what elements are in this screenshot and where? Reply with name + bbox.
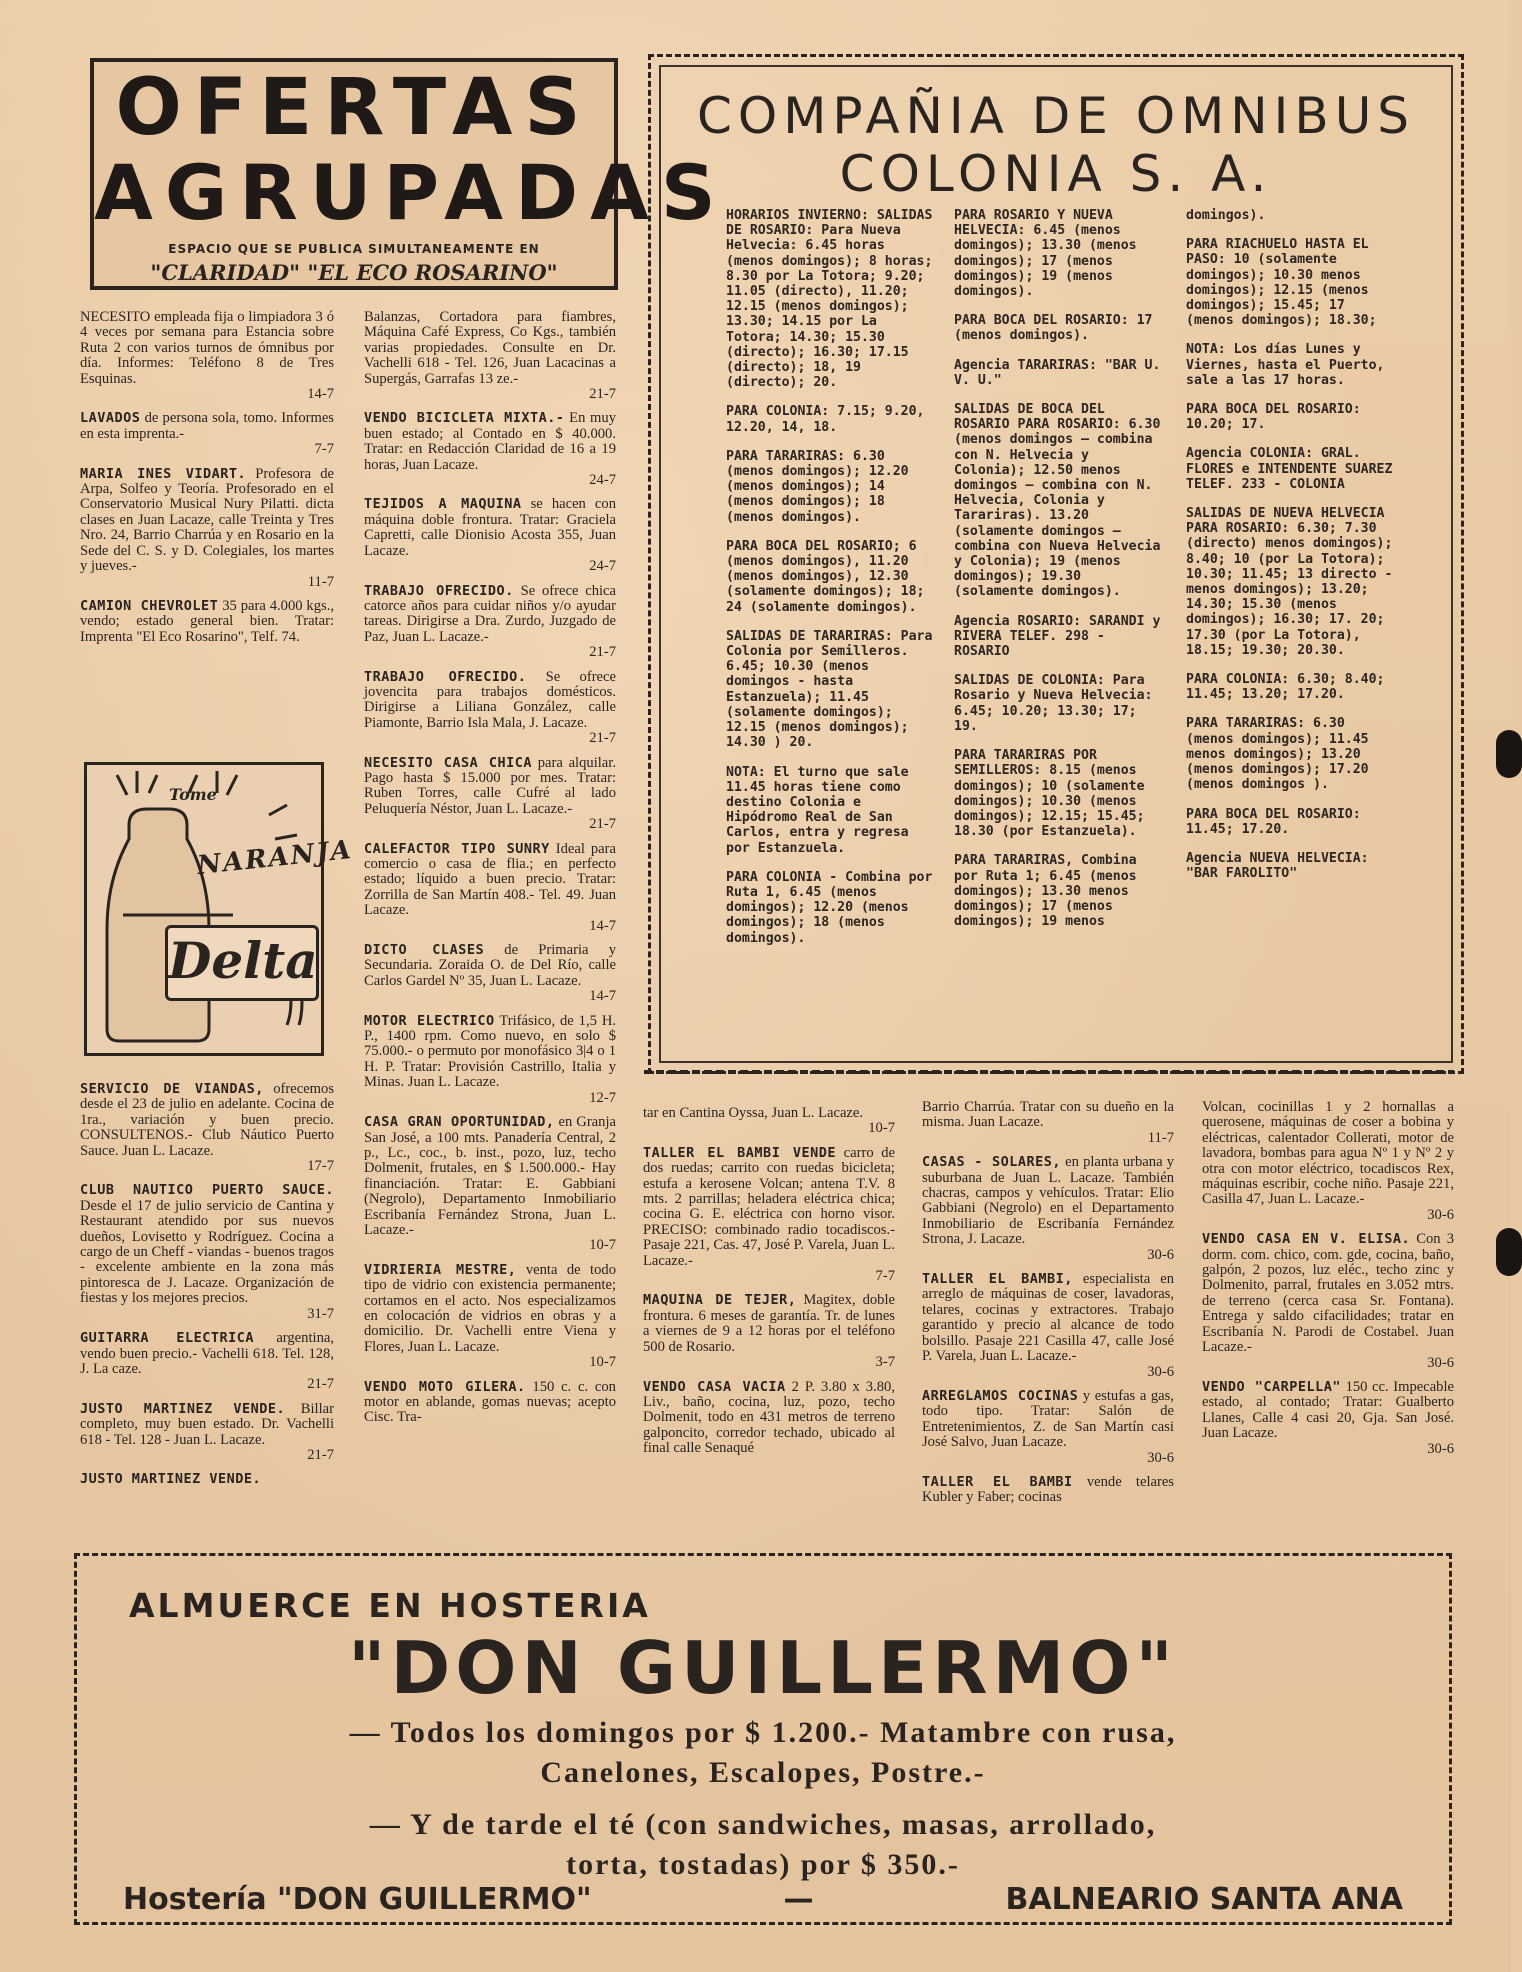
classified-ad bbox=[364, 943, 616, 1005]
classified-ad-code: 10-7 bbox=[589, 1237, 616, 1254]
classified-column-2 bbox=[364, 310, 616, 1435]
schedule-block: PARA TARARIRAS: 6.30 (menos domingos); 12.20 (menos domingos); 14 (menos domingos); 18 (menos domingos). bbox=[726, 448, 909, 525]
classified-ad-heading: NECESITO CASA CHICA bbox=[364, 754, 533, 771]
classified-ad-heading: GUITARRA ELECTRICA bbox=[80, 1330, 254, 1347]
classified-ad-code: 30-6 bbox=[1147, 1363, 1174, 1380]
classified-ad bbox=[364, 756, 616, 833]
schedule-block: HORARIOS INVIERNO: SALIDAS DE ROSARIO: Para Nueva Helvecia: 6.45 horas (menos domingos); 8 horas; 8.30 por La Totora; 9.20; 11.05 (directo), 11.20; 12.15 (menos domingos); 13.30; 14.15 por La Totora; 14.30; 15.30 (directo); 16.30; 17.15 (directo); 18, 19 (directo); 20. bbox=[726, 208, 933, 391]
classified-ad-code: 30-6 bbox=[1427, 1440, 1454, 1457]
classified-ad-text: Con 3 dorm. com. chico, com. gde, cocina, baño, galpón, 2 pozos, luz eléc., techo zinc y Dolmenito, parral, frutales en 3.052 mtrs. de terreno (cerca casa Sr. Fontana). Entrega y saldo cifacilidades; tratar en Escribanía N. Parodi de Costabel. Juan Lacaze.- bbox=[1202, 1231, 1454, 1356]
schedule-block: SALIDAS DE NUEVA HELVECIA PARA ROSARIO: 6.30; 7.30 (directo) menos domingos); 8.40; 10 (por La Totora); 10.30; 11.45; 13 directo - menos domingos); 13.20; 14.30; 15.30 (menos domingos); 16.30; 17. 20; 17.30 (por La Totora), 18.15; 19.30; 20.30. bbox=[1186, 506, 1393, 658]
classified-ad-text: tar en Cantina Oyssa, Juan L. Lacaze. bbox=[643, 1105, 864, 1121]
ofertas-title-line1: OFERTAS bbox=[115, 63, 593, 153]
classified-ad-text: se hacen con máquina doble frontura. Tratar: Graciela Capretti, calle Dionisio Acosta 355, Juan Lacaze. bbox=[364, 496, 616, 559]
classified-ad bbox=[364, 584, 616, 661]
hosteria-line3: — Todos los domingos por $ 1.200.- Matambre con rusa, bbox=[349, 1716, 1177, 1749]
classified-ad bbox=[1202, 1232, 1454, 1371]
classified-ad-text: Se ofrece jovencita para trabajos domésticos. Dirigirse a Liliana González, calle Piamonte, Barrio Isla Mala, J. Lacaze. bbox=[364, 668, 616, 731]
classified-ad bbox=[364, 1014, 616, 1106]
classified-ad-code: 21-7 bbox=[307, 1376, 334, 1393]
classified-ad bbox=[364, 670, 616, 747]
classified-ad-code: 30-6 bbox=[1427, 1354, 1454, 1371]
classified-ad-heading: CALEFACTOR TIPO SUNRY bbox=[364, 840, 550, 857]
classified-ad-text: vende telares Kubler y Faber; cocinas bbox=[922, 1473, 1174, 1506]
schedule-block: PARA ROSARIO Y NUEVA HELVECIA: 6.45 (menos domingos); 13.30 (menos domingos); 17 (menos domingos); 19 (menos domingos). bbox=[954, 208, 1137, 300]
classified-ad-heading: VENDO BICICLETA MIXTA.- bbox=[364, 410, 565, 427]
classified-ad bbox=[80, 1402, 334, 1464]
classified-ad-code: 30-6 bbox=[1147, 1246, 1174, 1263]
classified-ad-text: Desde el 17 de julio servicio de Cantina y Restaurant atendido por sus nuevos dueños, Lovisetto y Rodríguez. Cocina a cargo de un Cheff - viandas - buenos tragos - excelente ambiente en la zona más pintoresca de J. Lacaze. Organización de fiestas y los mejores precios. bbox=[80, 1197, 334, 1307]
classified-ad-code: 30-6 bbox=[1427, 1206, 1454, 1223]
classified-ad bbox=[922, 1272, 1174, 1380]
schedule-block: NOTA: El turno que sale 11.45 horas tiene como destino Colonia e Hipódromo Real de San Carlos, entra y regresa por Estanzuela. bbox=[726, 764, 909, 856]
classified-ad bbox=[80, 1082, 334, 1174]
schedule-block: PARA BOCA DEL ROSARIO: 17 (menos domingos). bbox=[954, 313, 1153, 344]
classified-ad-heading: CLUB NAUTICO PUERTO SAUCE. bbox=[80, 1182, 334, 1199]
schedule-block: PARA COLONIA - Combina por Ruta 1, 6.45 (menos domingos); 12.20 (menos domingos); 18 (menos domingos). bbox=[726, 869, 933, 946]
classified-ad-text: En muy buen estado; al Contado en $ 40.000. Tratar: en Redacción Claridad de 16 a 19 horas, Juan Lacaze. bbox=[364, 410, 616, 473]
classified-ad-text: en planta urbana y suburbana de Juan L. Lacaze. También chacras, campos y vehículos. Tratar: Elio Gabbiani (Negrolo) en el Departamento Inmobiliario de Escribanía Fernández Strona, J. Lacaze. bbox=[922, 1154, 1174, 1248]
classified-ad-heading: LAVADOS bbox=[80, 410, 141, 427]
omnibus-title-line2: COLONIA S. A. bbox=[839, 145, 1273, 203]
classified-ad bbox=[364, 497, 616, 574]
classified-ad-heading: CAMION CHEVROLET bbox=[80, 597, 219, 614]
classified-ad-heading: JUSTO MARTINEZ VENDE. bbox=[80, 1471, 262, 1488]
classified-ad-text: para alquilar. Pago hasta $ 15.000 por mes. Tratar: Ruben Torres, calle Cufré al lado Peluquería Néstor, Juan L. Lacaze.- bbox=[364, 754, 616, 817]
classified-ad bbox=[1202, 1380, 1454, 1457]
schedule-block: PARA TARARIRAS, Combina por Ruta 1; 6.45 (menos domingos); 13.30 menos domingos); 17 (menos domingos); 19 menos bbox=[954, 853, 1137, 930]
classified-ad bbox=[643, 1146, 895, 1285]
classified-ad bbox=[80, 411, 334, 457]
hosteria-line5: — Y de tarde el té (con sandwiches, masas, arrollado, bbox=[369, 1808, 1157, 1841]
hosteria-footer-right: BALNEARIO SANTA ANA bbox=[1005, 1882, 1403, 1917]
classified-ad-code: 14-7 bbox=[307, 386, 334, 403]
delta-tome-text: Tome bbox=[169, 785, 217, 804]
schedule-block: SALIDAS DE BOCA DEL ROSARIO PARA ROSARIO: 6.30 (menos domingos — combina con N. Helvecia y Colonia); 12.50 menos domingos — combina con N. Helvecia, Colonia y Tarariras). 13.20 (solamente domingos — combina con Nueva Helvecia y Colonia); 19 (menos domingos); 19.30 (solamente domingos). bbox=[954, 402, 1161, 600]
omnibus-column-b bbox=[954, 208, 1166, 943]
classified-ad-code: 10-7 bbox=[589, 1354, 616, 1371]
classified-ad-text: de persona sola, tomo. Informes en esta imprenta.- bbox=[80, 410, 334, 442]
classified-ad-text: ofrecemos desde el 23 de julio en adelante. Cocina de 1ra., variación y buen precio. CONSULTENOS.- Club Náutico Puerto Sauce. Juan L. Lacaze. bbox=[80, 1081, 334, 1159]
omnibus-column-c bbox=[1186, 208, 1398, 895]
classified-ad-text: argentina, vendo buen precio.- Vachelli 618. Tel. 128, J. La caze. bbox=[80, 1330, 334, 1377]
delta-brand-logo: Delta bbox=[165, 925, 319, 1001]
delta-naranja-ad bbox=[84, 762, 355, 1056]
classified-ad-code: 21-7 bbox=[589, 730, 616, 747]
classified-ad-heading: SERVICIO DE VIANDAS, bbox=[80, 1081, 264, 1097]
classified-ad-heading: VENDO CASA VACIA bbox=[643, 1378, 786, 1395]
hosteria-don-guillermo-ad bbox=[74, 1553, 1452, 1925]
classified-ad-heading: JUSTO MARTINEZ VENDE. bbox=[80, 1400, 286, 1417]
classified-ad-text: NECESITO empleada fija o limpiadora 3 ó 4 veces por semana para Estancia sobre Ruta 2 con varios turnos de ómnibus por día. Informes: Teléfono 8 de Tres Esquinas. bbox=[80, 309, 334, 387]
schedule-block: PARA BOCA DEL ROSARIO: 10.20; 17. bbox=[1186, 402, 1361, 433]
schedule-block: PARA COLONIA: 7.15; 9.20, 12.20, 14, 18. bbox=[726, 404, 925, 435]
schedule-block: PARA TARARIRAS: 6.30 (menos domingos); 11.45 menos domingos); 13.20 (menos domingos); 17.20 (menos domingos ). bbox=[1186, 716, 1369, 793]
classified-ad-text: Billar completo, muy buen estado. Dr. Vachelli 618 - Tel. 128 - Juan L. Lacaze. bbox=[80, 1400, 334, 1448]
classified-ad-heading: CASA GRAN OPORTUNIDAD, bbox=[364, 1114, 555, 1131]
binder-hole-icon bbox=[1496, 1228, 1522, 1276]
classified-ad-code: 21-7 bbox=[307, 1446, 334, 1463]
classified-ad-code: 30-6 bbox=[1147, 1449, 1174, 1466]
classified-ad bbox=[922, 1155, 1174, 1263]
classified-ad-heading: CASAS - SOLARES, bbox=[922, 1154, 1062, 1171]
classified-ad-code: 12-7 bbox=[589, 1089, 616, 1106]
schedule-block: PARA RIACHUELO HASTA EL PASO: 10 (solamente domingos); 10.30 menos domingos); 12.15 (menos domingos); 15.45; 17 (menos domingos); 18.30; bbox=[1186, 237, 1377, 329]
classified-ad-text: Balanzas, Cortadora para fiambres, Máquina Café Express, Co Kgs., también varias propiedades. Consulte en Dr. Vachelli 618 - Tel. 126, Juan Lacacinas a Supergás, Garrafas 13 ze.- bbox=[364, 309, 616, 387]
classified-ad bbox=[80, 1183, 334, 1322]
schedule-block: domingos). bbox=[1186, 208, 1266, 223]
divider-line bbox=[644, 1070, 1454, 1074]
classified-column-1 bbox=[80, 310, 334, 654]
classified-ad-code: 24-7 bbox=[589, 472, 616, 489]
classified-ad-text: de Primaria y Secundaria. Zoraida O. de Del Río, calle Carlos Gardel Nº 35, Juan L. Lacaze. bbox=[364, 942, 616, 989]
classified-ad-code: 14-7 bbox=[589, 917, 616, 934]
classified-ad-text: 35 para 4.000 kgs., vendo; estado general bien. Tratar: Imprenta "El Eco Rosarino", Telf. 74. bbox=[80, 597, 335, 645]
classified-ad bbox=[364, 1380, 616, 1426]
binder-hole-icon bbox=[1496, 730, 1522, 778]
ofertas-publications: "CLARIDAD" "EL ECO ROSARINO" bbox=[150, 260, 558, 285]
classified-ad bbox=[643, 1293, 895, 1370]
omnibus-column-a bbox=[726, 208, 938, 960]
classified-ad-text: 2 P. 3.80 x 3.80, Liv., baño, cocina, luz, pozo, techo Dolmenit, todo en 431 metros de terreno galponcito, corredor techado, ubicado al final calle Senaqué bbox=[643, 1378, 895, 1457]
classified-ad-heading: MOTOR ELECTRICO bbox=[364, 1012, 495, 1029]
classified-ad-code: 21-7 bbox=[589, 644, 616, 661]
schedule-block: Agencia NUEVA HELVECIA: "BAR FAROLITO" bbox=[1186, 850, 1369, 882]
schedule-block: SALIDAS DE TARARIRAS: Para Colonia por Semilleros. 6.45; 10.30 (menos domingos - hasta Estanzuela); 11.45 (solamente domingos); 12.15 (menos domingos); 14.30 ) 20. bbox=[726, 628, 933, 751]
classified-ad bbox=[80, 599, 334, 645]
classified-ad bbox=[364, 411, 616, 488]
classified-ad-heading: MARIA INES VIDART. bbox=[80, 465, 247, 482]
classified-ad-code: 3-7 bbox=[875, 1354, 895, 1371]
classified-ad bbox=[1202, 1100, 1454, 1223]
classified-ad-text: Trifásico, de 1,5 H. P., 1400 rpm. Como nuevo, en solo $ 75.000.- o permuto por monofásico 3|4 o 1 H. P. Tratar: Provisión Castrillo, Italia y Minas. Juan L. Lacaze. bbox=[364, 1012, 617, 1091]
classified-ad-text: especialista en arreglo de máquinas de coser, lavadoras, telares, cocinas y extractores. Trabajo garantido y precio al alcance de todo bolsillo. Pasaje 221 Casilla 47, calle José P. Varela, Juan L. Lacaze.- bbox=[922, 1271, 1175, 1365]
classified-ad-code: 21-7 bbox=[589, 386, 616, 403]
ofertas-agrupadas-header bbox=[90, 58, 728, 290]
classified-ad-text: Se ofrece chica catorce años para cuidar niños y/o ayudar tareas. Dirigirse a Dra. Zurdo, Juzgado de Paz, Juan L. Lacaze.- bbox=[364, 582, 617, 645]
classified-ad-heading: VENDO CASA EN V. ELISA. bbox=[1202, 1231, 1411, 1248]
classified-ad bbox=[643, 1380, 895, 1457]
schedule-block: PARA COLONIA: 6.30; 8.40; 11.45; 13.20; 17.20. bbox=[1186, 672, 1385, 703]
classified-ad-heading: VENDO "CARPELLA" bbox=[1202, 1378, 1341, 1395]
classified-ad bbox=[80, 467, 334, 590]
classified-ad-code: 10-7 bbox=[868, 1120, 895, 1137]
classified-ad-heading: TALLER EL BAMBI bbox=[922, 1473, 1073, 1490]
schedule-block: PARA BOCA DEL ROSARIO; 6 (menos domingos), 11.20 (menos domingos), 12.30 (solamente domingos); 18; 24 (solamente domingos). bbox=[726, 538, 925, 615]
classified-column-3 bbox=[643, 1106, 895, 1466]
classified-ad bbox=[364, 1263, 616, 1371]
classified-ad-heading: ARREGLAMOS COCINAS bbox=[922, 1387, 1079, 1404]
ofertas-title-line2: AGRUPADAS bbox=[94, 148, 728, 237]
hosteria-footer bbox=[123, 1882, 1403, 1917]
classified-ad bbox=[80, 310, 334, 402]
classified-ad-text: Magitex, doble frontura. 6 meses de garantía. Tr. de lunes a viernes de 9 a 12 horas por el teléfono 500 de Rosario. bbox=[643, 1292, 895, 1355]
classified-ad-text: Volcan, cocinillas 1 y 2 hornallas a querosene, máquinas de coser a bobina y eléctricas, calentador Collerati, motor de lavadora, bombas para agua Nº 1 y Nº 2 y otra con motor eléctrico, tocadiscos Rex, máquinas escribir, coche niño. Pasaje 221, Casilla 47, Juan L. Lacaze.- bbox=[1202, 1099, 1454, 1208]
schedule-block: SALIDAS DE COLONIA: Para Rosario y Nueva Helvecia: 6.45; 10.20; 13.30; 17; 19. bbox=[954, 673, 1153, 734]
hosteria-line1: ALMUERCE EN HOSTERIA bbox=[129, 1586, 651, 1625]
classified-ad bbox=[922, 1389, 1174, 1466]
classified-ad-code: 11-7 bbox=[307, 573, 334, 590]
classified-ad-text: venta de todo tipo de vidrio con existencia permanente; cortamos en el acto. Nos especializamos en colocación de vidrios en obras y a domicilio. Dr. Vachelli entre Viena y Flores, Juan L. Lacaze. bbox=[364, 1261, 617, 1355]
classified-column-1b bbox=[80, 1082, 334, 1497]
classified-ad bbox=[364, 310, 616, 402]
classified-column-4 bbox=[922, 1100, 1174, 1515]
schedule-block: Agencia COLONIA: GRAL. FLORES e INTENDENTE SUAREZ TELEF. 233 - COLONIA bbox=[1186, 446, 1393, 492]
classified-ad-heading: TALLER EL BAMBI VENDE bbox=[643, 1144, 837, 1161]
schedule-block: Agencia TARARIRAS: "BAR U. V. U." bbox=[954, 357, 1161, 388]
schedule-block: Agencia ROSARIO: SARANDI y RIVERA TELEF. 298 - ROSARIO bbox=[954, 613, 1161, 660]
hosteria-line6: torta, tostadas) por $ 350.- bbox=[566, 1848, 960, 1881]
classified-ad-heading: VIDRIERIA MESTRE, bbox=[364, 1261, 517, 1278]
hosteria-footer-dash: — bbox=[783, 1882, 814, 1917]
omnibus-title-line1: COMPAÑIA DE OMNIBUS bbox=[696, 87, 1416, 145]
classified-ad-heading: MAQUINA DE TEJER, bbox=[643, 1292, 797, 1309]
classified-ad-text: Ideal para comercio o casa de flia.; en perfecto estado; líquido a buen precio. Tratar: Zorrilla de San Martín 408.- Tel. 49. Juan Lacaze. bbox=[364, 840, 616, 919]
hosteria-line4: Canelones, Escalopes, Postre.- bbox=[540, 1756, 986, 1789]
classified-ad-text: 150 cc. Impecable estado, al contado; Tratar: Gualberto Llanes, Calle 4 casi 20, Gja. San José. Juan Lacaze. bbox=[1202, 1378, 1455, 1442]
classified-ad-code: 7-7 bbox=[314, 441, 334, 458]
classified-ad bbox=[80, 1472, 334, 1487]
classified-ad-text: Profesora de Arpa, Solfeo y Teoría. Profesorado en el Conservatorio Musical Nury Pilatti. dicta clases en Juan Lacaze, calle Treinta y Tres Nro. 24, Barrio Charrúa y en Rosario en la Sede del C. S. y D. Colegiales, los martes y jueves.- bbox=[80, 465, 334, 575]
schedule-block: PARA TARARIRAS POR SEMILLEROS: 8.15 (menos domingos); 10 (solamente domingos); 10.30 (menos domingos); 12.15; 15.45; 18.30 (por Estanzuela). bbox=[954, 748, 1145, 840]
classified-ad bbox=[364, 842, 616, 934]
bottle-icon bbox=[87, 765, 327, 1059]
classified-column-5 bbox=[1202, 1100, 1454, 1466]
classified-ad-heading: TALLER EL BAMBI, bbox=[922, 1271, 1073, 1288]
classified-ad-code: 24-7 bbox=[589, 558, 616, 575]
classified-ad-code: 11-7 bbox=[1147, 1129, 1174, 1146]
classified-ad-code: 31-7 bbox=[307, 1305, 334, 1322]
classified-ad bbox=[364, 1115, 616, 1254]
classified-ad bbox=[643, 1106, 895, 1137]
classified-ad-heading: TEJIDOS A MAQUINA bbox=[364, 496, 522, 513]
classified-ad-heading: TRABAJO OFRECIDO. bbox=[364, 582, 514, 599]
classified-ad-text: y estufas a gas, todo tipo. Tratar: Salón de Entretenimientos, Z. de San Martín casi José Salvo, Juan Lacaze. bbox=[922, 1387, 1174, 1451]
classified-ad bbox=[80, 1331, 334, 1393]
classified-ad-text: carro de dos ruedas; carrito con ruedas bicicleta; estufa a kerosene Volcan; antena T.V. 8 mts. 2 parrillas; heladera eléctrica chica; cocina G. E. eléctrica con horno visor. PRECISO: combinado radio tocadiscos.- Pasaje 221, Cas. 47, José P. Varela, Juan L. Lacaze.- bbox=[643, 1144, 896, 1269]
classified-ad-code: 21-7 bbox=[589, 816, 616, 833]
classified-ad-text: Barrio Charrúa. Tratar con su dueño en la misma. Juan Lacaze. bbox=[922, 1099, 1174, 1131]
classified-ad-text: 150 c. c. con motor en ablande, gomas nuevas; acepto Cisc. Tra- bbox=[364, 1378, 616, 1426]
classified-ad bbox=[922, 1475, 1174, 1506]
classified-ad-code: 7-7 bbox=[875, 1268, 895, 1285]
classified-ad-heading: VENDO MOTO GILERA. bbox=[364, 1378, 526, 1395]
classified-ad-heading: TRABAJO OFRECIDO. bbox=[364, 668, 527, 685]
classified-ad-text: en Granja San José, a 100 mts. Panadería Central, 2 p., Lc., coc., b. inst., pozo, luz, techo Dolmenit, frutales, en $ 1.500.000.- Hay financiación. Tratar: E. Gabbiani (Negrolo), Departamento Inmobiliario Escribanía Fernández Strona, Juan L. Lacaze.- bbox=[364, 1114, 616, 1238]
classified-ad-code: 14-7 bbox=[589, 988, 616, 1005]
classified-ad-code: 17-7 bbox=[307, 1158, 334, 1175]
schedule-block: NOTA: Los días Lunes y Viernes, hasta el Puerto, sale a las 17 horas. bbox=[1186, 342, 1385, 388]
schedule-block: PARA BOCA DEL ROSARIO: 11.45; 17.20. bbox=[1186, 806, 1361, 837]
classified-ad bbox=[922, 1100, 1174, 1146]
ofertas-subtitle: ESPACIO QUE SE PUBLICA SIMULTANEAMENTE EN bbox=[168, 242, 540, 256]
hosteria-footer-left: Hostería "DON GUILLERMO" bbox=[123, 1882, 592, 1917]
delta-naranja-text: NARANJA bbox=[195, 834, 355, 882]
hosteria-name: "DON GUILLERMO" bbox=[348, 1626, 1178, 1710]
classified-ad-heading: DICTO CLASES bbox=[364, 942, 485, 959]
